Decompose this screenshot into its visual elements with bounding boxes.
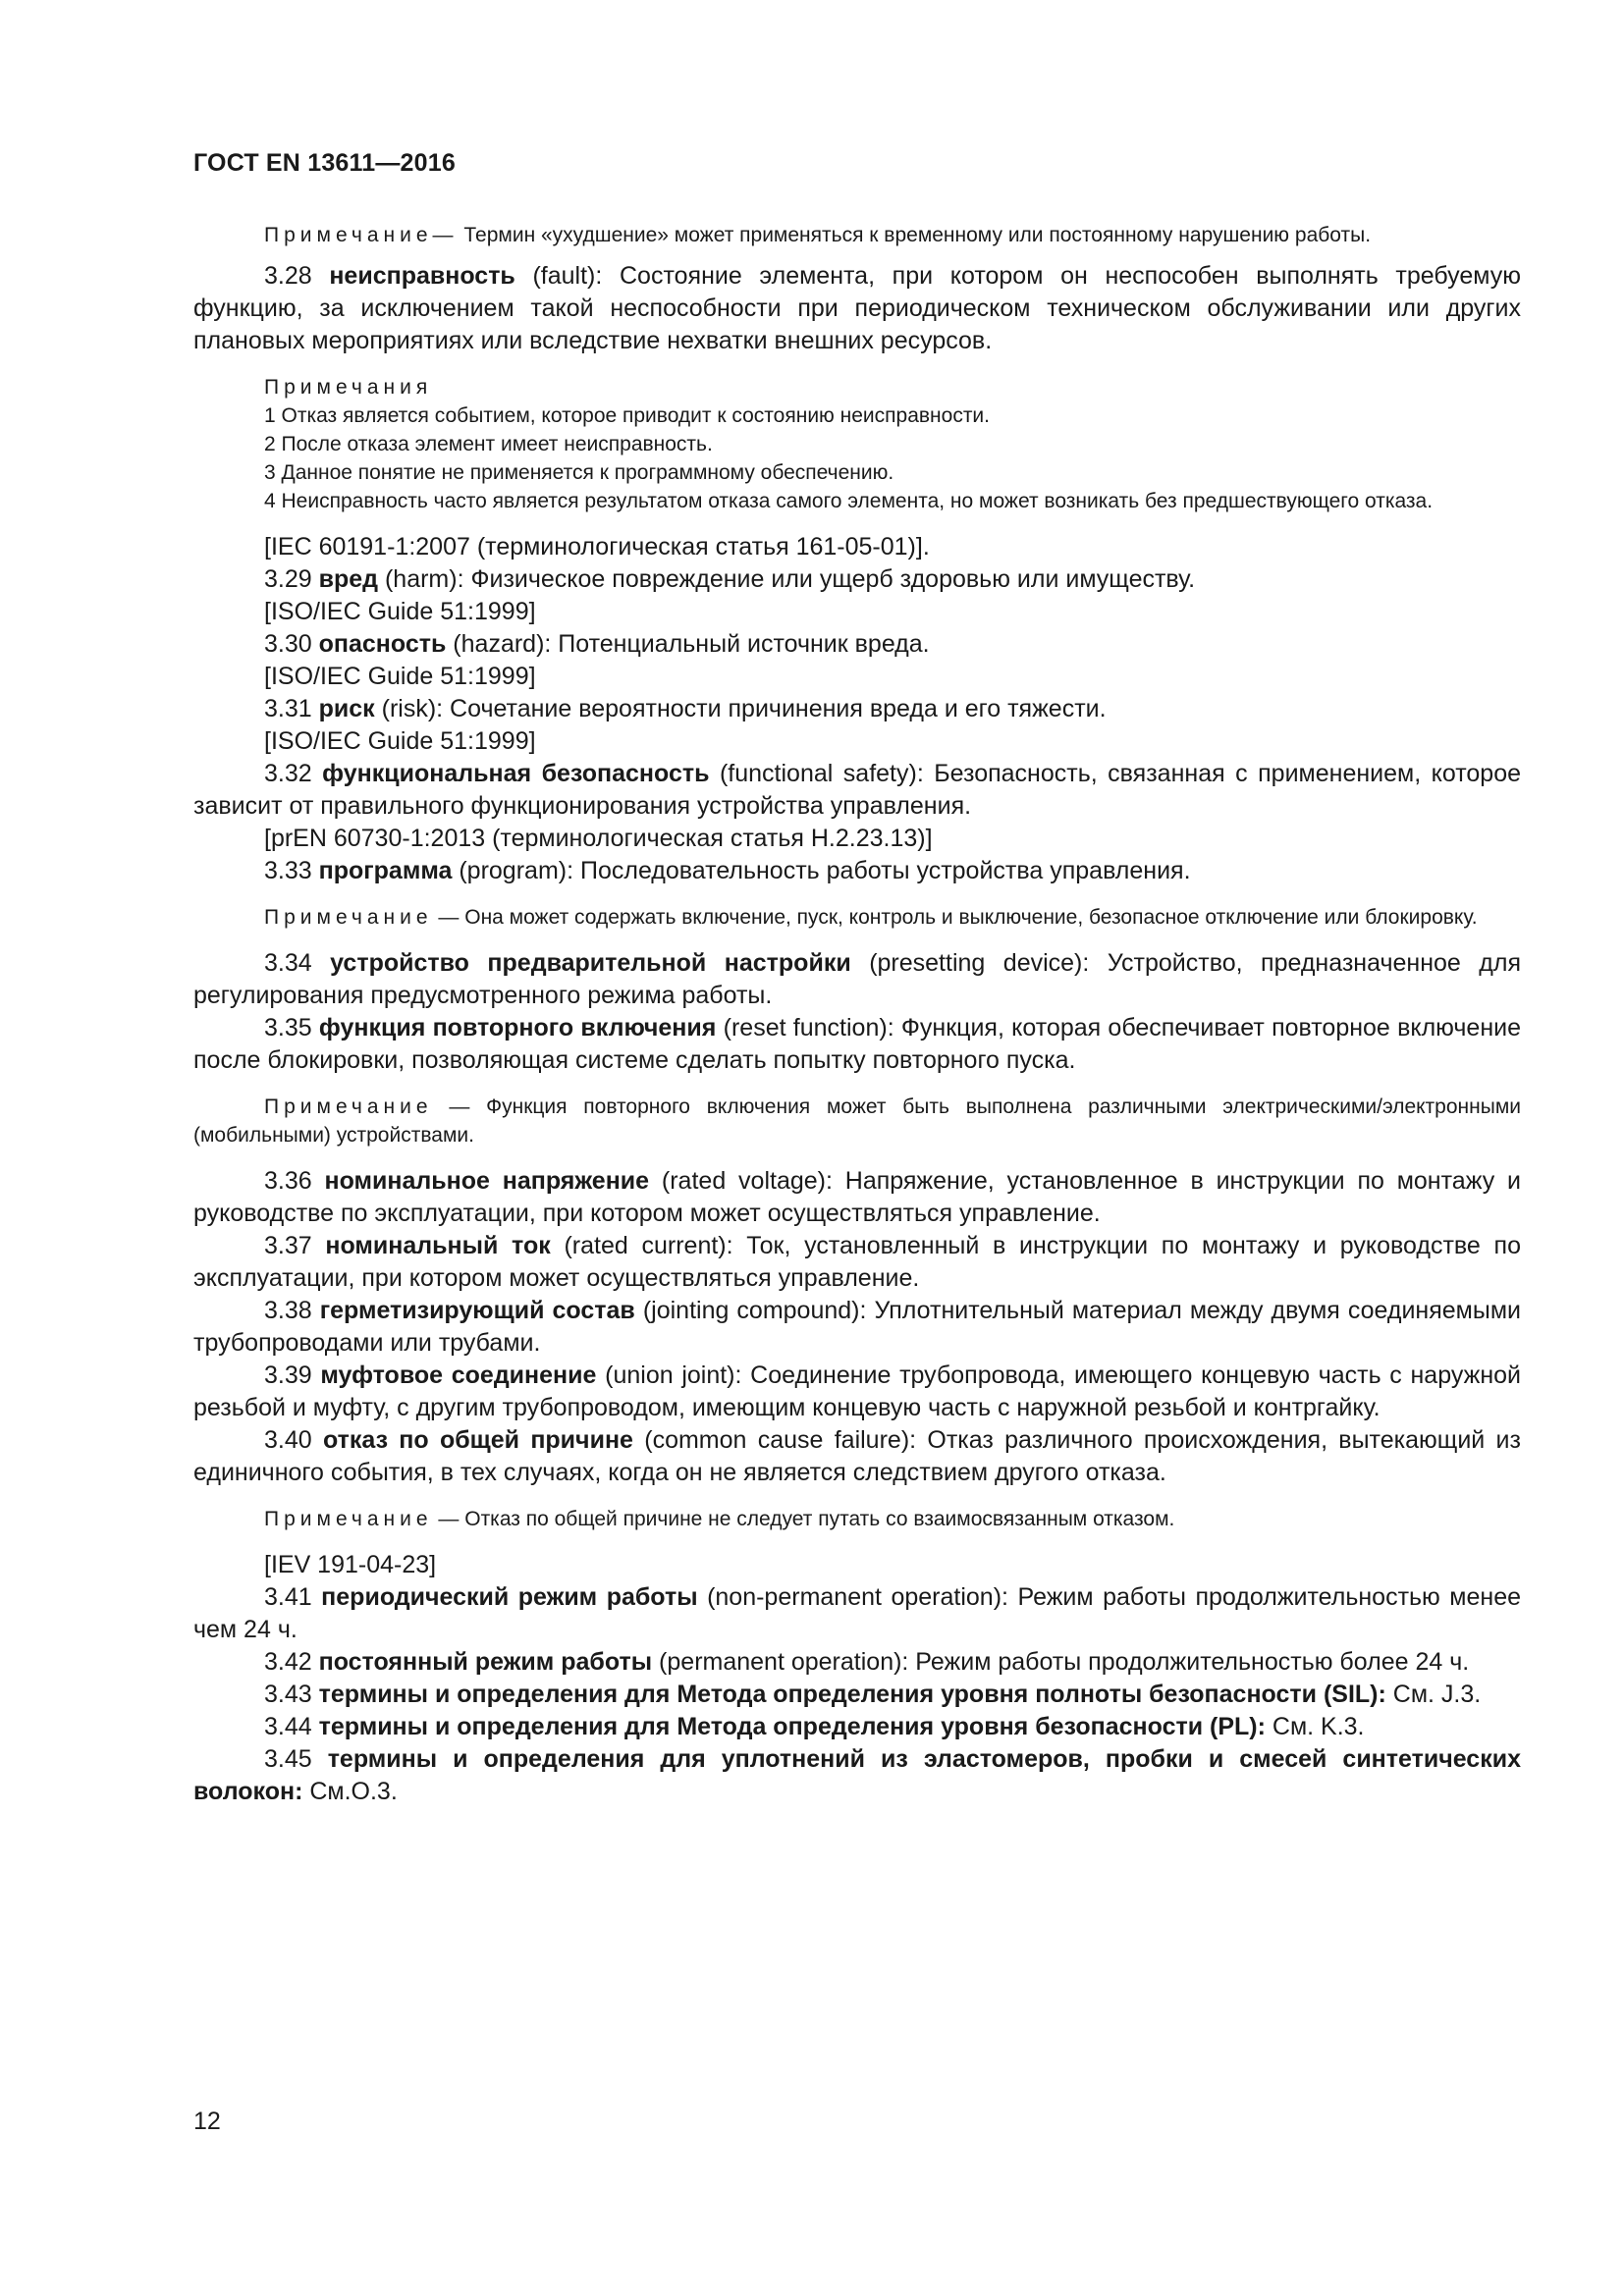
term-name: термины и определения для уплотнений из эластомеров, пробки и смесей синтетических волокон:: [193, 1745, 1521, 1805]
term-name: вред: [318, 565, 379, 593]
term-3-44: 3.44 термины и определения для Метода определения уровня безопасности (PL): См. K.3.: [264, 1713, 1365, 1740]
term-3-41: 3.41 периодический режим работы (non-permanent operation): Режим работы продолжительностью менее чем 24 ч.: [193, 1583, 1522, 1643]
term-3-39: 3.39 муфтовое соединение (union joint): Соединение трубопровода, имеющего концевую часть с наружной резьбой и муфту, с другим трубопроводом, имеющим концевую часть с наружной резьбой и контргайку.: [193, 1362, 1522, 1421]
note-label: Примечание: [264, 1508, 433, 1530]
term-3-37: 3.37 номинальный ток (rated current): Ток, установленный в инструкции по монтажу и руководстве по эксплуатации, при котором может осуществляться управление.: [193, 1232, 1521, 1292]
notes-label: Примечания: [264, 376, 433, 399]
term-3-29: 3.29 вред (harm): Физическое повреждение или ущерб здоровью или имуществу.: [264, 565, 1196, 593]
term-name: периодический режим работы: [321, 1583, 698, 1611]
note-item: 4 Неисправность часто является результатом отказа самого элемента, но может возникать без предшествующего отказа.: [264, 490, 1434, 512]
note-reset: Примечание — Функция повторного включения может быть выполнена различными электрическими/электронными (мобильными) устройствами.: [193, 1095, 1521, 1147]
note-item: 3 Данное понятие не применяется к программному обеспечению.: [264, 461, 894, 484]
term-name: термины и определения для Метода определения уровня безопасности (PL):: [318, 1713, 1266, 1740]
term-3-36: 3.36 номинальное напряжение (rated voltage): Напряжение, установленное в инструкции по монтажу и руководстве по эксплуатации, при котором может осуществляться управление.: [193, 1167, 1521, 1227]
note-deterioration: Примечание— Термин «ухудшение» может применяться к временному или постоянному нарушению работы.: [264, 224, 1372, 246]
note-label: Примечание—: [264, 224, 459, 246]
term-3-38: 3.38 герметизирующий состав (jointing compound): Уплотнительный материал между двумя соединяемыми трубопроводами или трубами.: [193, 1297, 1521, 1357]
note-label: Примечание: [264, 906, 433, 929]
reference: [ISO/IEC Guide 51:1999]: [264, 598, 536, 625]
document-body: [193, 221, 1521, 1808]
reference: [IEC 60191-1:2007 (терминологическая статья 161-05-01)].: [264, 533, 930, 561]
term-name: устройство предварительной настройки: [330, 949, 851, 977]
term-name: программа: [318, 857, 453, 884]
reference: [IEV 191-04-23]: [264, 1551, 437, 1578]
note-program: Примечание — Она может содержать включение, пуск, контроль и выключение, безопасное отключение или блокировку.: [264, 906, 1478, 929]
term-3-35: 3.35 функция повторного включения (reset function): Функция, которая обеспечивает повторное включение после блокировки, позволяющая системе сделать попытку повторного пуска.: [193, 1014, 1521, 1074]
term-name: герметизирующий состав: [319, 1297, 635, 1324]
page-number: 12: [193, 2108, 221, 2135]
term-name: номинальный ток: [325, 1232, 551, 1259]
term-name: неисправность: [329, 262, 515, 290]
term-3-28: 3.28 неисправность (fault): Состояние элемента, при котором он неспособен выполнять требуемую функцию, за исключением такой неспособности при периодическом техническом обслуживании или других плановых мероприятиях или вследствие нехватки внешних ресурсов.: [193, 262, 1521, 354]
term-3-30: 3.30 опасность (hazard): Потенциальный источник вреда.: [264, 630, 930, 658]
document-header: ГОСТ EN 13611—2016: [193, 149, 456, 177]
reference: [ISO/IEC Guide 51:1999]: [264, 727, 536, 755]
term-3-40: 3.40 отказ по общей причине (common cause failure): Отказ различного происхождения, вытекающий из единичного события, в тех случаях, когда он не является следствием другого отказа.: [193, 1426, 1521, 1486]
term-name: отказ по общей причине: [322, 1426, 633, 1454]
term-3-34: 3.34 устройство предварительной настройки (presetting device): Устройство, предназначенное для регулирования предусмотренного режима работы.: [193, 949, 1522, 1009]
term-name: муфтовое соединение: [320, 1362, 597, 1389]
term-name: функция повторного включения: [318, 1014, 717, 1041]
term-3-33: 3.33 программа (program): Последовательность работы устройства управления.: [264, 857, 1191, 884]
note-item: 1 Отказ является событием, которое приводит к состоянию неисправности.: [264, 404, 990, 427]
reference: [prEN 60730-1:2013 (терминологическая статья H.2.23.13)]: [264, 825, 933, 852]
note-common-cause: Примечание — Отказ по общей причине не следует путать со взаимосвязанным отказом.: [264, 1508, 1175, 1530]
reference: [ISO/IEC Guide 51:1999]: [264, 663, 536, 690]
term-3-32: 3.32 функциональная безопасность (functional safety): Безопасность, связанная с применением, которое зависит от правильного функционирования устройства управления.: [193, 760, 1522, 820]
term-name: постоянный режим работы: [318, 1648, 653, 1676]
term-name: опасность: [318, 630, 447, 658]
note-label: Примечание: [264, 1095, 433, 1118]
term-name: функциональная безопасность: [322, 760, 710, 787]
term-3-42: 3.42 постоянный режим работы (permanent operation): Режим работы продолжительностью более 24 ч.: [264, 1648, 1470, 1676]
term-name: термины и определения для Метода определения уровня полноты безопасности (SIL):: [318, 1681, 1386, 1708]
term-name: риск: [318, 695, 375, 722]
term-3-31: 3.31 риск (risk): Сочетание вероятности причинения вреда и его тяжести.: [264, 695, 1107, 722]
term-3-43: 3.43 термины и определения для Метода определения уровня полноты безопасности (SIL): См. J.3.: [264, 1681, 1482, 1708]
note-item: 2 После отказа элемент имеет неисправность.: [264, 433, 713, 455]
term-3-45: 3.45 термины и определения для уплотнений из эластомеров, пробки и смесей синтетических волокон: См.O.3.: [193, 1745, 1521, 1805]
notes-fault: [193, 373, 1521, 401]
term-name: номинальное напряжение: [324, 1167, 650, 1195]
